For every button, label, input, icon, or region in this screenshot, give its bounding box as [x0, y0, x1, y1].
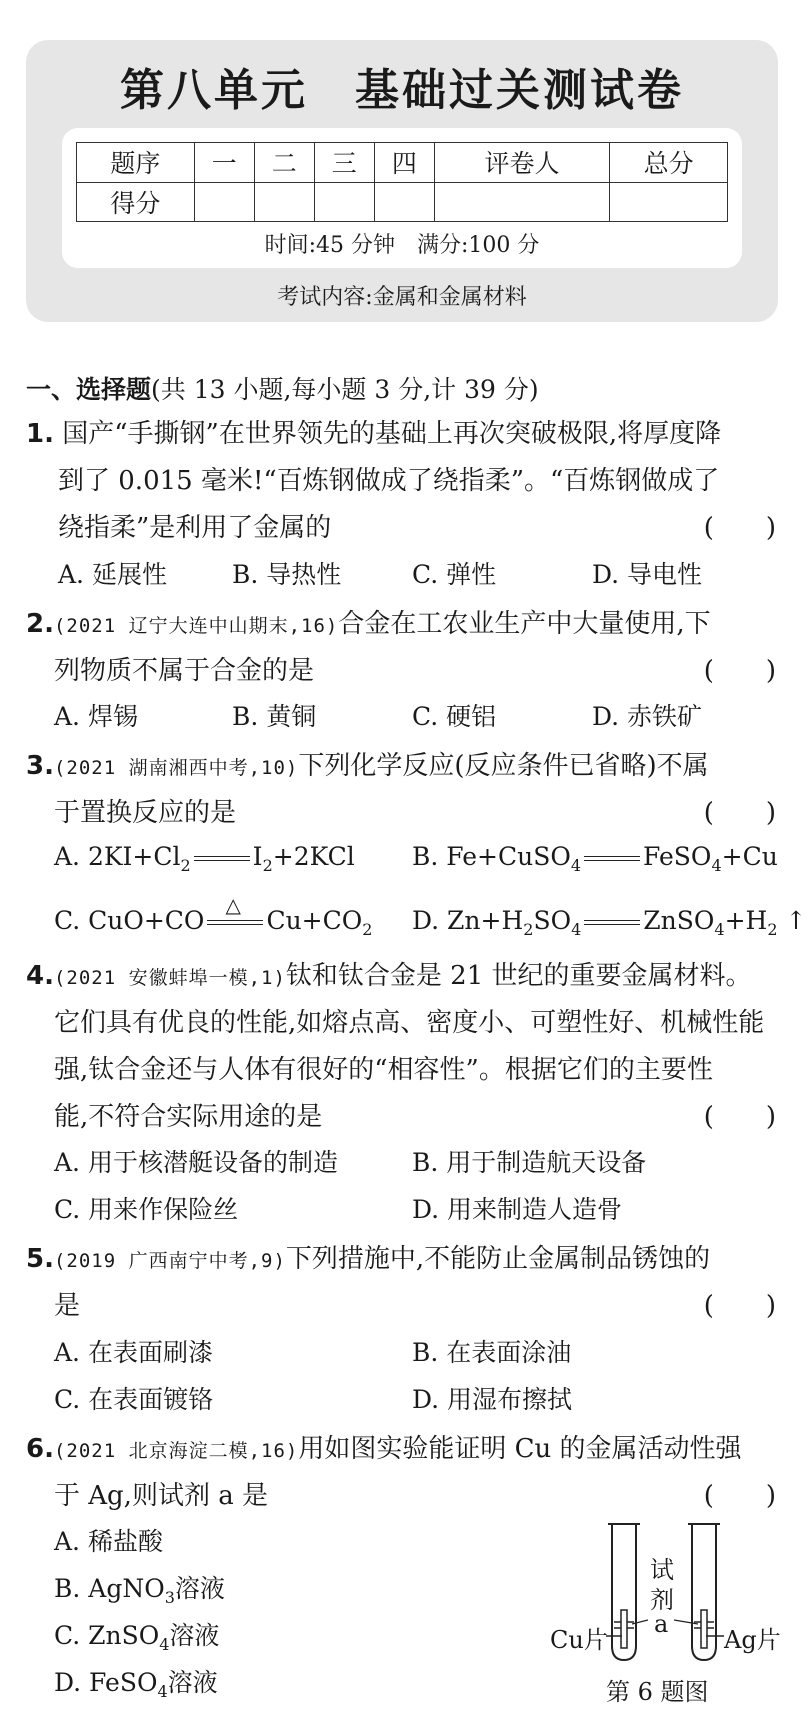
question-source: (2021 湖南湘西中考,10): [53, 757, 299, 779]
option-a: A. 稀盐酸: [54, 1527, 163, 1556]
subscript: 2: [523, 920, 534, 939]
question-1-line-3: 绕指柔”是利用了金属的: [58, 513, 332, 543]
question-3-line-1: [26, 745, 709, 782]
option-b: [412, 842, 778, 875]
table-header-cell: 评卷人: [434, 143, 609, 183]
question-number: 3.: [26, 751, 54, 781]
question-source: (2021 辽宁大连中山期末,16): [53, 615, 339, 637]
gas-arrow: ↑: [777, 906, 806, 935]
equation-part: Cu+CO: [266, 906, 363, 935]
question-1-line-1: [26, 413, 721, 450]
option-c: C. 硬铝: [412, 702, 497, 731]
answer-blank[interactable]: ( ): [703, 656, 776, 686]
option-text: D. FeSO: [54, 1668, 158, 1697]
subscript: 4: [157, 1682, 168, 1701]
question-6-line-1: [26, 1428, 742, 1465]
figure-label-reagent-2: 剂: [650, 1586, 674, 1614]
score-box: [62, 128, 742, 268]
score-cell[interactable]: [194, 182, 254, 222]
question-2-line-1: [26, 603, 711, 640]
option-text: 溶液: [169, 1621, 220, 1650]
answer-blank[interactable]: ( ): [703, 1481, 776, 1511]
equation-part: B. Fe+CuSO: [412, 842, 571, 871]
answer-blank[interactable]: ( ): [703, 1102, 776, 1132]
subscript: 2: [767, 920, 778, 939]
question-1-line-2: 到了 0.015 毫米!“百炼钢做成了绕指柔”。“百炼钢做成了: [58, 466, 720, 496]
figure-label-ag: Ag片: [724, 1626, 781, 1654]
question-4-line-3: 强,钛合金还与人体有很好的“相容性”。根据它们的主要性: [54, 1055, 713, 1085]
subscript: 2: [362, 920, 373, 939]
option-a: [54, 842, 355, 875]
section-heading: [26, 370, 539, 406]
option-d: D. 用湿布擦拭: [412, 1385, 573, 1414]
question-5-line-2: 是: [54, 1291, 81, 1321]
option-text: 溶液: [174, 1574, 225, 1603]
question-text: 下列措施中,不能防止金属制品锈蚀的: [285, 1244, 711, 1274]
option-c: [54, 893, 373, 939]
question-source: (2019 广西南宁中考,9): [53, 1250, 286, 1272]
table-header-cell: 二: [254, 143, 314, 183]
score-table-score-row: [77, 182, 728, 222]
option-d: [54, 1663, 218, 1701]
score-cell[interactable]: [314, 182, 374, 222]
answer-blank[interactable]: ( ): [703, 1291, 776, 1321]
figure-label-reagent-3: a: [654, 1610, 669, 1638]
equals-sign-icon: [194, 856, 250, 861]
question-number: 2.: [26, 609, 54, 639]
option-d: D. 赤铁矿: [592, 702, 703, 731]
option-a: A. 用于核潜艇设备的制造: [54, 1148, 338, 1177]
equation-part: C. CuO+CO: [54, 906, 205, 935]
header-box: [26, 40, 778, 322]
option-a: A. 焊锡: [54, 702, 138, 731]
table-header-cell: 一: [194, 143, 254, 183]
question-number: 6.: [26, 1434, 54, 1464]
subscript: 4: [571, 920, 582, 939]
option-c: C. 弹性: [412, 560, 497, 589]
exam-content-line: 考试内容:金属和金属材料: [277, 285, 527, 310]
subscript: 4: [570, 856, 582, 875]
equation-part: D. Zn+H: [412, 906, 524, 935]
option-a: A. 在表面刷漆: [54, 1338, 213, 1367]
equation-part: FeSO: [643, 842, 712, 871]
question-source: (2021 北京海淀二模,16): [53, 1440, 299, 1462]
equation-part: I: [252, 842, 263, 871]
question-4-line-2: 它们具有优良的性能,如熔点高、密度小、可塑性好、机械性能: [54, 1008, 765, 1038]
option-d: [412, 906, 806, 939]
question-text: 用如图实验能证明 Cu 的金属活动性强: [298, 1434, 742, 1464]
heating-condition: △: [225, 893, 241, 917]
question-text: 国产“手撕钢”在世界领先的基础上再次突破极限,将厚度降: [62, 419, 722, 449]
equals-sign-icon: [207, 893, 263, 925]
option-c: C. 用来作保险丝: [54, 1195, 239, 1224]
equation-part: +2KCl: [272, 842, 355, 871]
question-source: (2021 安徽蚌埠一模,1): [53, 967, 286, 989]
question-3-line-2: 于置换反应的是: [54, 798, 237, 828]
subscript: 4: [159, 1635, 170, 1654]
figure-label-cu: Cu片: [550, 1626, 608, 1654]
table-header-cell: 题序: [77, 143, 195, 183]
equation-part: ZnSO: [643, 906, 715, 935]
question-4-line-4: 能,不符合实际用途的是: [54, 1102, 323, 1132]
option-c: [54, 1616, 219, 1654]
score-cell[interactable]: [434, 182, 609, 222]
subscript: 2: [262, 856, 273, 875]
equation-part: A. 2KI+Cl: [54, 842, 181, 871]
answer-blank[interactable]: ( ): [703, 798, 776, 828]
question-number: 4.: [26, 961, 54, 991]
test-tube-figure: [548, 1518, 781, 1708]
question-number: 1.: [26, 419, 54, 449]
page-title: 第八单元 基础过关测试卷: [120, 65, 684, 116]
time-score-line: 时间:45 分钟 满分:100 分: [264, 233, 540, 258]
figure-caption: 第 6 题图: [606, 1678, 709, 1706]
option-b: [54, 1569, 225, 1607]
question-6-line-2: 于 Ag,则试剂 a 是: [54, 1481, 268, 1511]
option-text: C. ZnSO: [54, 1621, 160, 1650]
option-a: A. 延展性: [58, 560, 167, 589]
score-cell[interactable]: [610, 182, 728, 222]
option-text: 溶液: [167, 1668, 218, 1697]
question-text: 合金在工农业生产中大量使用,下: [338, 609, 711, 639]
option-d: D. 用来制造人造骨: [412, 1195, 623, 1224]
table-header-cell: 总分: [610, 143, 728, 183]
subscript: 3: [164, 1588, 175, 1607]
equals-sign-icon: [584, 856, 640, 861]
question-5-line-1: [26, 1238, 710, 1275]
equation-part: SO: [533, 906, 572, 935]
option-b: B. 黄铜: [232, 702, 317, 731]
option-text: B. AgNO: [54, 1574, 165, 1603]
score-table: [76, 142, 728, 222]
table-header-cell: 三: [314, 143, 374, 183]
section-note: (共 13 小题,每小题 3 分,计 39 分): [151, 375, 539, 404]
option-b: B. 在表面涂油: [412, 1338, 572, 1367]
table-header-cell: 四: [374, 143, 434, 183]
answer-blank[interactable]: ( ): [703, 513, 776, 543]
equation-part: +Cu: [721, 842, 778, 871]
question-text: 下列化学反应(反应条件已省略)不属: [298, 751, 709, 781]
option-b: B. 用于制造航天设备: [412, 1148, 647, 1177]
equals-sign-icon: [584, 920, 640, 925]
subscript: 4: [714, 920, 725, 939]
section-title: 一、选择题: [26, 375, 152, 404]
question-2-line-2: 列物质不属于合金的是: [54, 656, 315, 686]
table-row-label: 得分: [77, 182, 195, 222]
score-cell[interactable]: [374, 182, 434, 222]
subscript: 2: [180, 856, 191, 875]
question-text: 钛和钛合金是 21 世纪的重要金属材料。: [285, 961, 752, 991]
option-b: B. 导热性: [232, 560, 342, 589]
question-number: 5.: [26, 1244, 54, 1274]
equation-part: +H: [724, 906, 768, 935]
option-c: C. 在表面镀铬: [54, 1385, 214, 1414]
figure-label-reagent-1: 试: [650, 1556, 674, 1584]
score-table-header-row: [77, 143, 728, 183]
subscript: 4: [711, 856, 722, 875]
option-d: D. 导电性: [592, 560, 703, 589]
question-4-line-1: [26, 955, 752, 992]
score-cell[interactable]: [254, 182, 314, 222]
